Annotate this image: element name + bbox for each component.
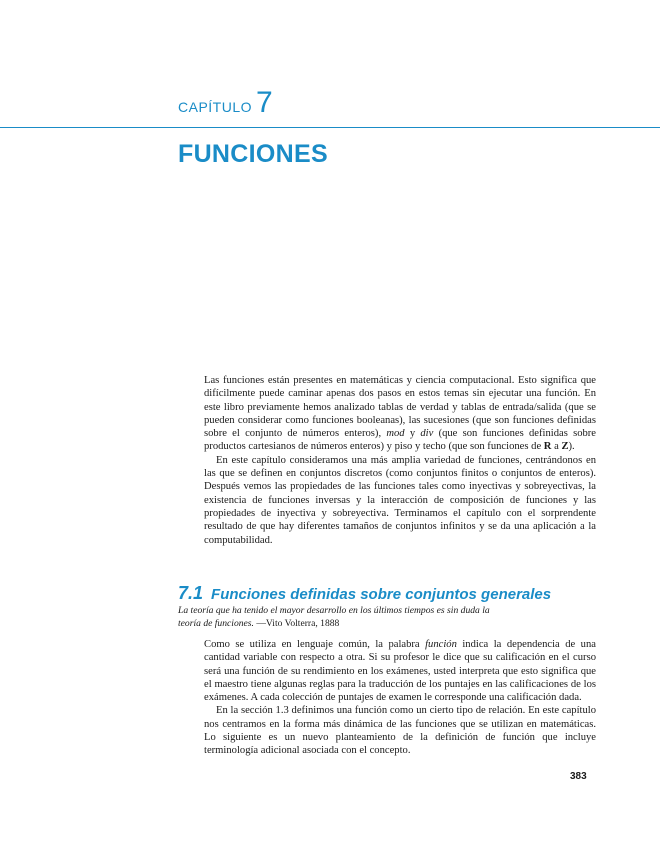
intro-p1-Z: Z [561,441,569,453]
chapter-title: FUNCIONES [178,140,328,168]
intro-p1-a: Las funciones están presentes en matemáticas y ciencia computacional. Esto significa que difícilmente puede caminar apenas dos pasos en estos temas sin ejecutar una función. En este libro previamente hemos analizado tablas de verdad y tablas de entrada/salida (que se pueden considerar como funciones booleanas), las sucesiones (que son funciones definidas sobre el conjunto de números enteros), [204,375,596,440]
body-p1-b: indica la dependencia de una cantidad variable con respecto a otra. Si su profesor le dice que su calificación en el curso será una función de su rendimiento en los exámenes, usted interpreta que esto significa que el maestro tiene algunas reglas para la traducción de los puntajes en las calificaciones de los exámenes. A cada colección de puntajes de examen le corresponde una calificación dada. [204,639,596,704]
intro-text [204,374,596,547]
intro-p1-e: ). [568,441,575,453]
epigraph-text: La teoría que ha tenido el mayor desarrollo en los últimos tiempos es sin duda la teoría de funciones. [178,605,490,629]
epigraph [178,605,508,630]
chapter-word: CAPÍTULO [178,99,253,115]
section-body [204,638,596,758]
intro-p1-d: a [551,441,562,453]
body-p1-a: Como se utiliza en lenguaje común, la palabra [204,639,426,650]
intro-p1-R: R [543,441,552,453]
intro-paragraph-1 [204,374,596,454]
body-paragraph-1 [204,638,596,704]
body-p1-funcion: función [425,639,457,650]
chapter-label [178,86,273,120]
intro-p1-b: y [404,428,421,440]
section-title: Funciones definidas sobre conjuntos generales [211,586,552,603]
body-paragraph-2: En la sección 1.3 definimos una función como un cierto tipo de relación. En este capítulo nos centramos en la forma más dinámica de las funciones que se utilizan en matemáticas. Lo siguiente es un nuevo planteamiento de la definición de función que incluye terminología adicional asociada con el concepto. [204,705,596,757]
section-number: 7.1 [178,583,204,603]
header-rule [0,127,660,128]
epigraph-author: —Vito Volterra, 1888 [253,617,340,629]
intro-p1-mod: mod [386,428,405,440]
section-heading [178,578,551,606]
page-number: 383 [570,771,587,782]
intro-paragraph-2: En este capítulo consideramos una más amplia variedad de funciones, centrándonos en las que se definen en conjuntos discretos (como conjuntos finitos o conjuntos de enteros). Después vemos las propiedades de las funciones tales como inyectivas y sobreyectivas, la existencia de funciones inversas y la interacción de composición de funciones y las propiedades de inyectiva y sobreyectiva. Terminamos el capítulo con el sorprendente resultado de que hay diferentes tamaños de conjuntos infinitos y se da una aplicación a la computabilidad. [204,454,596,546]
intro-p1-c: (que son funciones definidas sobre productos cartesianos de números enteros) y piso y techo (que son funciones de [204,428,597,453]
chapter-number: 7 [256,86,274,119]
intro-p1-div: div [420,428,434,440]
